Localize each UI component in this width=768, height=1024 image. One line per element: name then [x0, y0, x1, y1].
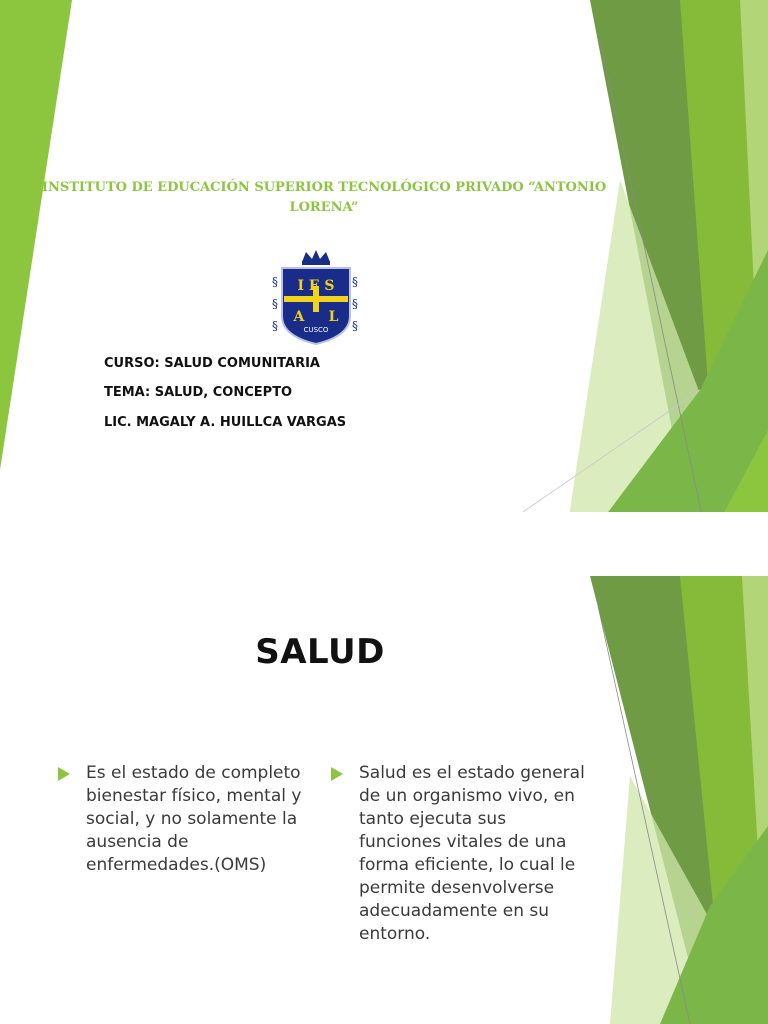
institute-title: INSTITUTO DE EDUCACIÓN SUPERIOR TECNOLÓGICO PRIVADO “ANTONIO LORENA” [41, 180, 607, 215]
logo-city: CUSCO [303, 326, 329, 334]
svg-text:§: § [272, 297, 278, 311]
course-label: CURSO: SALUD COMUNITARIA [104, 356, 320, 371]
logo-letters-top: I E S [297, 278, 335, 294]
bullet-text: Salud es el estado general de un organismo vivo, en tanto ejecuta sus funciones vitales de una forma eficiente, lo cual le permite desenvolverse adecuadamente en su entorno. [359, 763, 585, 944]
teacher-label: LIC. MAGALY A. HUILLCA VARGAS [104, 415, 347, 430]
svg-text:§: § [352, 275, 358, 289]
bullet-text: Es el estado de completo bienestar físico, mental y social, y no solamente la ausencia de enfermedades.(OMS) [86, 763, 302, 875]
logo-letters-bottom: A L [293, 309, 339, 325]
svg-text:§: § [352, 319, 358, 333]
bullet-triangle-icon [58, 767, 70, 781]
svg-text:§: § [272, 319, 278, 333]
slide-2 [0, 576, 768, 1024]
svg-text:§: § [352, 297, 358, 311]
institute-logo [262, 246, 370, 350]
svg-text:§: § [272, 275, 278, 289]
topic-label: TEMA: SALUD, CONCEPTO [104, 385, 293, 400]
slide-title: SALUD [255, 632, 385, 672]
bullet-triangle-icon [331, 767, 343, 781]
